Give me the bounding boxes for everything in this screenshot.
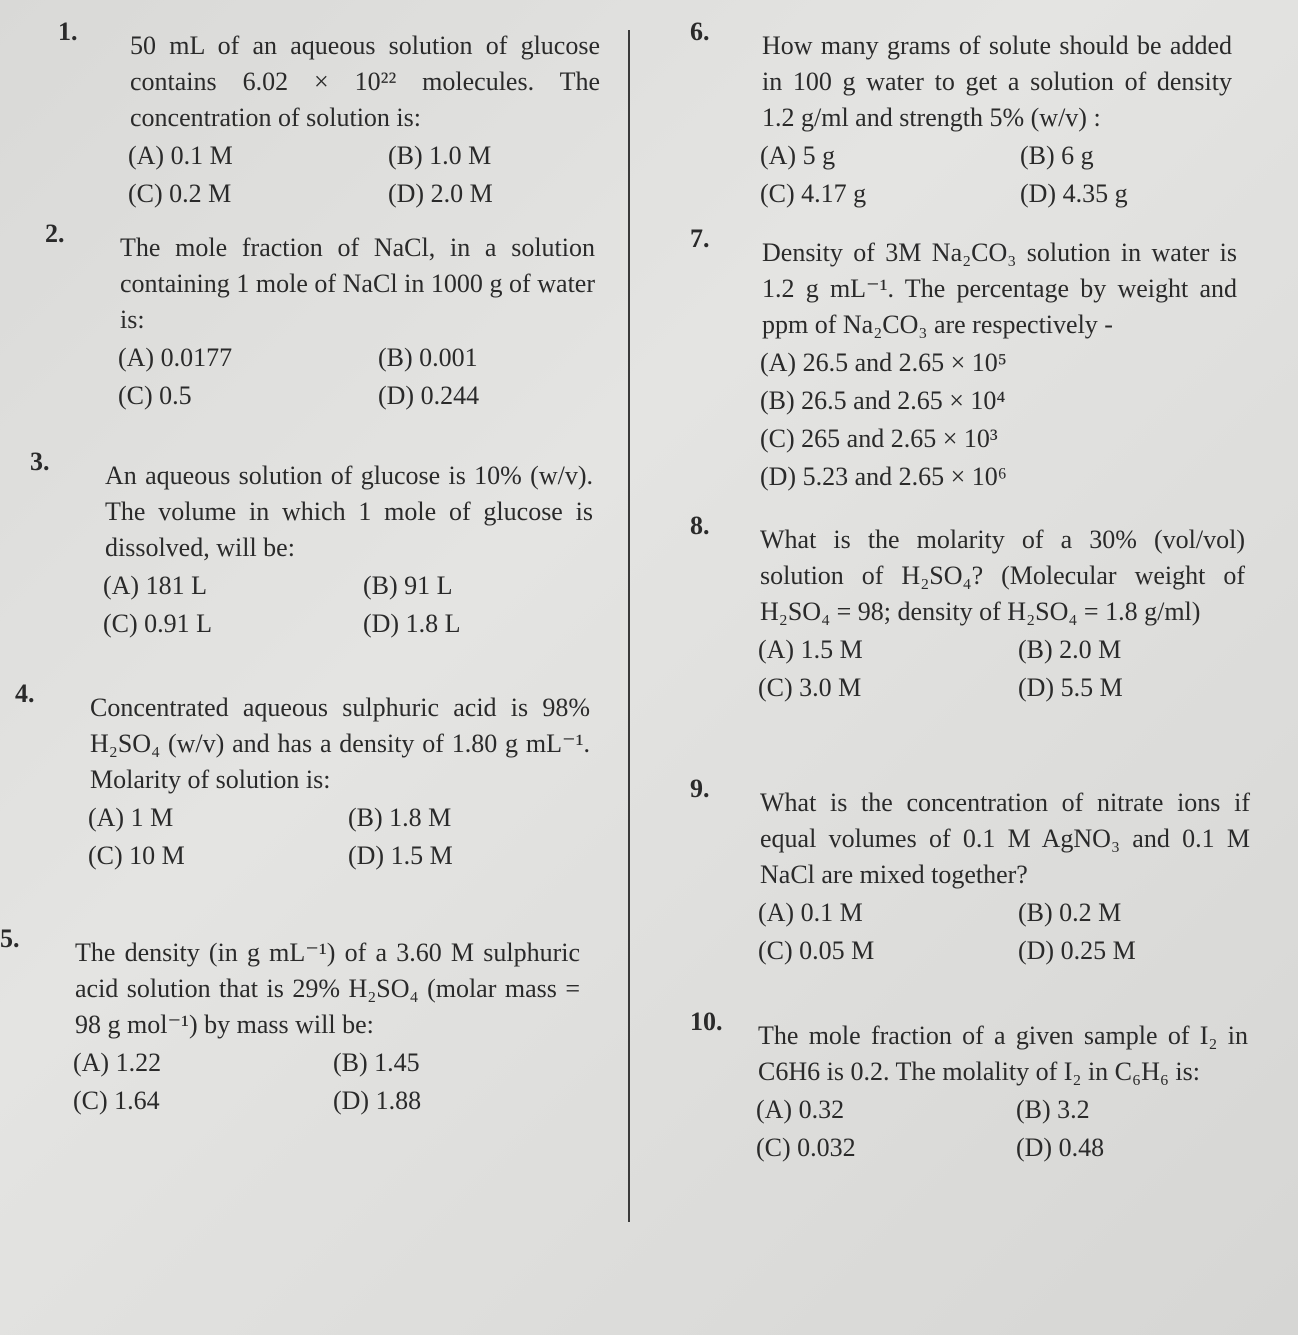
question-number: 6. (690, 17, 710, 46)
option: (D) 0.244 (378, 381, 480, 410)
question-3 (30, 447, 593, 642)
option: (B) 91 L (363, 571, 453, 600)
options-list (128, 138, 600, 212)
options-list (758, 895, 1250, 969)
option: (D) 5.23 and 2.65 × 10⁶ (760, 462, 1007, 491)
question-stem: What is the molarity of a 30% (vol/vol) solution of H₂SO₄? (Molecular weight of H₂SO₄ = 98; density of H₂SO₄ = 1.8 g/ml) (760, 525, 1245, 626)
question-8 (690, 511, 1245, 706)
question-stem: What is the concentration of nitrate ions if equal volumes of 0.1 M AgNO₃ and 0.1 M NaCl are mixed together? (760, 788, 1250, 889)
option: (A) 1 M (88, 803, 174, 832)
question-4 (15, 679, 590, 874)
option: (B) 6 g (1020, 141, 1094, 170)
option: (A) 0.0177 (118, 343, 233, 372)
option: (A) 0.1 M (758, 898, 863, 927)
option: (C) 0.2 M (128, 179, 232, 208)
question-stem: Concentrated aqueous sulphuric acid is 98% H₂SO₄ (w/v) and has a density of 1.80 g mL⁻¹. Molarity of solution is: (90, 693, 590, 794)
question-number: 10. (690, 1007, 723, 1036)
option: (C) 0.5 (118, 381, 192, 410)
question-9 (690, 774, 1250, 969)
question-6 (690, 17, 1232, 212)
option: (B) 3.2 (1016, 1095, 1090, 1124)
option: (A) 0.1 M (128, 141, 233, 170)
option: (C) 10 M (88, 841, 185, 870)
question-number: 9. (690, 774, 710, 803)
question-7 (690, 224, 1237, 495)
options-list (760, 345, 1237, 495)
option: (B) 0.001 (378, 343, 478, 372)
option: (D) 2.0 M (388, 179, 493, 208)
question-number: 7. (690, 224, 710, 253)
question-number: 4. (15, 679, 35, 708)
question-number: 8. (690, 511, 710, 540)
option: (C) 265 and 2.65 × 10³ (760, 424, 998, 453)
question-2 (45, 219, 595, 414)
option: (A) 26.5 and 2.65 × 10⁵ (760, 348, 1007, 377)
option: (D) 5.5 M (1018, 673, 1123, 702)
option: (C) 0.91 L (103, 609, 213, 638)
option: (A) 1.5 M (758, 635, 863, 664)
question-stem: The mole fraction of NaCl, in a solution containing 1 mole of NaCl in 1000 g of water is: (120, 233, 595, 334)
option: (C) 3.0 M (758, 673, 862, 702)
question-10 (690, 1007, 1248, 1166)
option: (C) 0.05 M (758, 936, 875, 965)
question-stem: Density of 3M Na₂CO₃ solution in water is 1.2 g mL⁻¹. The percentage by weight and ppm of Na₂CO₃ are respectively - (762, 238, 1237, 339)
option: (C) 1.64 (73, 1086, 160, 1115)
question-number: 2. (45, 219, 65, 248)
option: (D) 1.5 M (348, 841, 453, 870)
option: (B) 1.45 (333, 1048, 420, 1077)
option: (D) 1.8 L (363, 609, 461, 638)
option: (D) 0.48 (1016, 1133, 1105, 1162)
options-list (103, 568, 593, 642)
option: (B) 0.2 M (1018, 898, 1122, 927)
options-list (758, 632, 1245, 706)
option: (B) 1.0 M (388, 141, 492, 170)
question-5 (0, 924, 580, 1119)
option: (D) 0.25 M (1018, 936, 1136, 965)
question-stem: An aqueous solution of glucose is 10% (w/v). The volume in which 1 mole of glucose is dissolved, will be: (105, 461, 593, 562)
option: (B) 1.8 M (348, 803, 452, 832)
question-number: 5. (0, 924, 20, 953)
question-stem: How many grams of solute should be added in 100 g water to get a solution of density 1.2 g/ml and strength 5% (w/v) : (762, 31, 1232, 132)
option: (A) 0.32 (756, 1095, 845, 1124)
options-list (760, 138, 1232, 212)
options-list (73, 1045, 580, 1119)
option: (D) 1.88 (333, 1086, 422, 1115)
options-list (88, 800, 590, 874)
question-stem: The mole fraction of a given sample of I₂ in C6H6 is 0.2. The molality of I₂ in C₆H₆ is: (758, 1021, 1248, 1086)
option: (C) 4.17 g (760, 179, 867, 208)
option: (B) 26.5 and 2.65 × 10⁴ (760, 386, 1006, 415)
option: (C) 0.032 (756, 1133, 856, 1162)
option: (A) 181 L (103, 571, 207, 600)
option: (A) 1.22 (73, 1048, 162, 1077)
option: (A) 5 g (760, 141, 836, 170)
option: (B) 2.0 M (1018, 635, 1122, 664)
options-list (118, 340, 595, 414)
option: (D) 4.35 g (1020, 179, 1128, 208)
question-stem: The density (in g mL⁻¹) of a 3.60 M sulphuric acid solution that is 29% H₂SO₄ (molar mass = 98 g mol⁻¹) by mass will be: (75, 938, 580, 1039)
question-number: 3. (30, 447, 50, 476)
question-number: 1. (58, 17, 78, 46)
options-list (756, 1092, 1248, 1166)
question-stem: 50 mL of an aqueous solution of glucose contains 6.02 × 10²² molecules. The concentration of solution is: (130, 31, 600, 132)
question-1 (58, 17, 600, 212)
